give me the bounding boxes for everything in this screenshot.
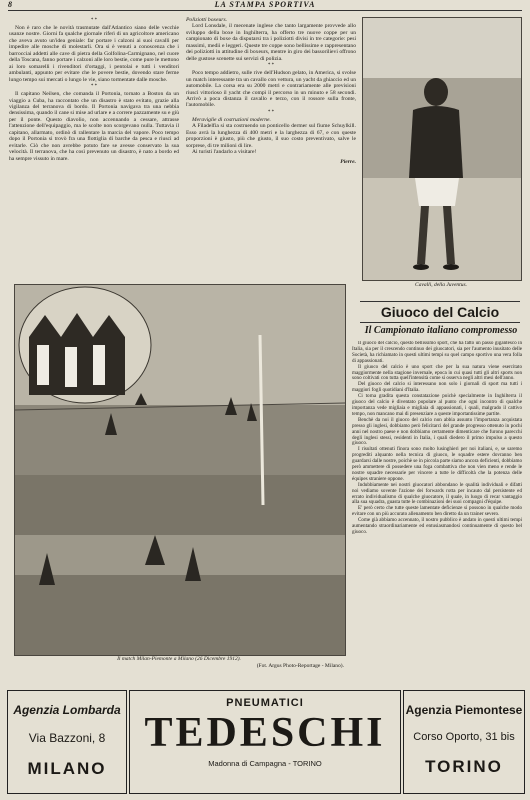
paragraph: Come già abbiamo accennato, il nostro pubblico è andato in questi ultimi tempi aumentando straordinariamente ed entusiasmandosi continuamente di questo bel giuoco. bbox=[352, 517, 522, 535]
column-middle bbox=[186, 17, 356, 267]
portrait-photo bbox=[362, 17, 522, 281]
paragraph: A Filadelfia si sta costruendo un ponticello dermer sul fiume Schuylkill. Esso avrà la lunghezza di 400 metri e la larghezza di 67, e con queste proporzioni è giusto, più che giusto, il suo costo preventivato, salve le sorprese, di tre milioni di lire. bbox=[186, 123, 356, 149]
paragraph: Ai turisti l'andarlo a visitare! bbox=[192, 149, 257, 156]
ad-agenzia-piemontese bbox=[403, 690, 525, 794]
portrait-caption: Cavalli, della Juventus. bbox=[415, 282, 467, 288]
ad-right-line3: TORINO bbox=[425, 757, 503, 776]
ad-right-line1: Agenzia Piemontese bbox=[405, 703, 523, 717]
ad-center-brand: TEDESCHI bbox=[144, 710, 386, 756]
column-left bbox=[9, 17, 179, 267]
ad-left-line2: Via Bazzoni, 8 bbox=[28, 731, 106, 745]
article-body bbox=[352, 341, 522, 678]
signature: Pierre. bbox=[340, 158, 356, 165]
page-header bbox=[8, 0, 522, 11]
paragraph: E' però certo che tutte queste lamentate deficienze si possono in qualche modo evitare con un più accurato allenamento ben diretto da un trainer severo. bbox=[352, 505, 522, 518]
paragraph: Ci torna gradita questa constatazione poichè specialmente in Inghilterra il giuoco del calcio è diventato popolare al punto che ogni incontro di qualche importanza vede migliaia e migliaia di appassionati, i quali, malgrado il cattivo tempo, non mancano mai di presenziare a queste importantissime partite. bbox=[352, 393, 522, 417]
ad-left-line1: Agenzia Lombarda bbox=[13, 703, 121, 717]
ad-center-top: PNEUMATICI bbox=[226, 697, 304, 709]
paragraph-heading: Poliziotti boxeurs. bbox=[186, 17, 228, 23]
ad-agenzia-lombarda bbox=[7, 690, 127, 794]
match-illustration bbox=[15, 285, 345, 655]
page-number: 8 bbox=[8, 0, 13, 9]
star-divider: * * bbox=[267, 109, 275, 115]
paragraph: Il giuoco del calcio è uno sport che per la sua natura viene esercitato maggiormente nella stagione invernale, epoca in cui quasi tutti gli altri sports non sono coltivati con tutta quell'intensità come si osserva negli altri mesi dell'anno. bbox=[352, 363, 522, 382]
masthead: LA STAMPA SPORTIVA bbox=[214, 0, 316, 9]
paragraph-heading: Meraviglie di costruzioni moderne. bbox=[192, 116, 271, 123]
ad-center-bottom: Madonna di Campagna - TORINO bbox=[208, 759, 322, 768]
article-subtitle: Il Campionato italiano compromesso bbox=[364, 325, 518, 336]
portrait-illustration bbox=[363, 18, 521, 280]
photo-credit: (Fot. Argus Photo-Reportage - Milano). bbox=[256, 663, 344, 669]
paragraph: Benchè da noi il giuoco del calcio non abbia assunto l'importanza acquistata presso gli inglesi, dobbiamo però felicitarci del grande progresso ottenuto in pochi anni nel nostro paese e non dobbiamo certamente dimenticare che furono parecchi degli inglesi stessi, residenti in Italia, i quali diedero il primo impulso a questo giuoco. bbox=[352, 416, 522, 447]
ad-pneumatici-tedeschi bbox=[129, 690, 401, 794]
ad-right-line2: Corso Oporto, 31 bis bbox=[413, 731, 515, 743]
paragraph: Poco tempo addietro, sulle rive dell'Hudson gelato, in America, si svolse un match interessante tra un cavallo con vettura, un yacht da ghiaccio ed un automobile. La corsa era su 2000 metri e contrariamente alle previsioni riuscì vittorioso il yacht che compì il percorso in un minuto e 58 secondi. Arrivò a poca distanza il cavallo e terzo, con il rossore sulla fronte, l'automobile. bbox=[186, 70, 356, 109]
match-caption: Il match Milan-Piemonte a Milano (26 Dicembre 1912). bbox=[117, 656, 241, 662]
paragraph: Il giuoco del calcio, questo bellissimo sport, che ha fatto un passo gigantesco in Italia, sia per il crescendo continuo dei giuocatori, sia per l'aumento inusitato delle Società, ha richiamato in questi ultimi tempi su quel campo sportivo una vera folla di appassionati. bbox=[352, 341, 522, 364]
star-divider: * * bbox=[90, 18, 98, 23]
paragraph: Del giuoco del calcio si interessano non solo i giornali di sport ma tutti i maggiori fogli quotidiani d'Italia. bbox=[352, 381, 522, 394]
paragraph: Indubbiamente nei nostri giuocatori abbondano le qualità individuali e difatti noi vediamo sovente l'azione dei forwards rotta per incauto dal persistente ed errato individualismo di qualche giuocatore, il quale, in luogo di recar vantaggio alla sua squadra, guasta tutte le combinazioni dei suoi compagni d'équipe. bbox=[352, 481, 522, 506]
match-photo bbox=[14, 284, 346, 656]
star-divider: * * bbox=[90, 84, 98, 90]
article-title: Giuoco del Calcio bbox=[360, 301, 520, 323]
paragraph: Il capitano Neilsen, che comanda il Portonia, tornato a Boston da un viaggio a Cuba, ha raccontato che un disastro è stato evitato, grazie alla vigilanza del terranova di bordo. Il Portonia navigava tra una nebbia densissima, quando il cane si mise ad urlare e a correre pazzamente su e giù per il ponte. Questo diavolio, non accennando a cessare, attrasse l'attenzione dell'equipaggio, ma le scolte non scorgevano nulla. Tuttavia il capitano, allarmato, ordinò di rallentare la marcia del vapore. Poco tempo dopo il Portonia si trovò fra una flottiglia di barche da pesca e riuscì ad evitarle. Ciò che non avrebbe potuto fare se avesse conservato la sua velocità. Il terranova, che ha così prevenuto un disastro, è nato a bordo ed ha sempre vissuto in mare. bbox=[9, 91, 179, 162]
paragraph: I risultati ottenuti finora sono molto lusinghieri per noi italiani, e, se saremo progrediti alquanto nella tecnica di giuoco, le squadre estere dovranno ben guardarsi dalle nostre, poichè se in piccola parte siamo ancora deficienti, dobbiamo però ammettere di possedere una foga combattiva che non vien meno e rende le nostre squadre necessarie per vincere a tutte le difficoltà che la potenza delle équipes straniere oppone. bbox=[352, 446, 522, 482]
ad-left-line3: MILANO bbox=[27, 759, 107, 778]
star-divider: * * bbox=[267, 63, 275, 69]
paragraph: Lord Lonsdale, il mecenate inglese che tanto largamente provvede allo sviluppo della boxe in Inghilterra, ha offerto tre nuove coppe per un campionato di boxe da disputarsi tra i poliziotti divisi in tre categorie: pesi massimi, medii e leggeri. Queste tre coppe sono bellissime e rappresentano dei poliziotti in attitudine di boxeurs, mentre in giro dei bassorilievi offrono delle gustose scenette sui servizi di polizia. bbox=[186, 23, 356, 62]
paragraph: Non è raro che le novità trasmutate dall'Atlantico siano delle vecchie usanze nostre. Giorni fa qualche giornale riferì di un agricoltore americano che aveva avuto un'idea geniale: far portare i calzoni ai suoi cavalli per impedire alle mosche di molestarli. Ora si è venuti a conoscenza che i barrocciai addetti alle cave di pietra della Golfolina-Carmignano, nel cuore della Toscana, fanno portare i calzoni alle loro bestie, come pure le mettono ai loro somarelli i rivenditori d'ortaggi, i pentolai e tutti i venditori ambulanti, appunto per evitare che le povere bestie, dovendo stare ferme lungo tempo sui mercati o lungo le vie, siano tormentate dalle mosche. bbox=[9, 25, 179, 83]
